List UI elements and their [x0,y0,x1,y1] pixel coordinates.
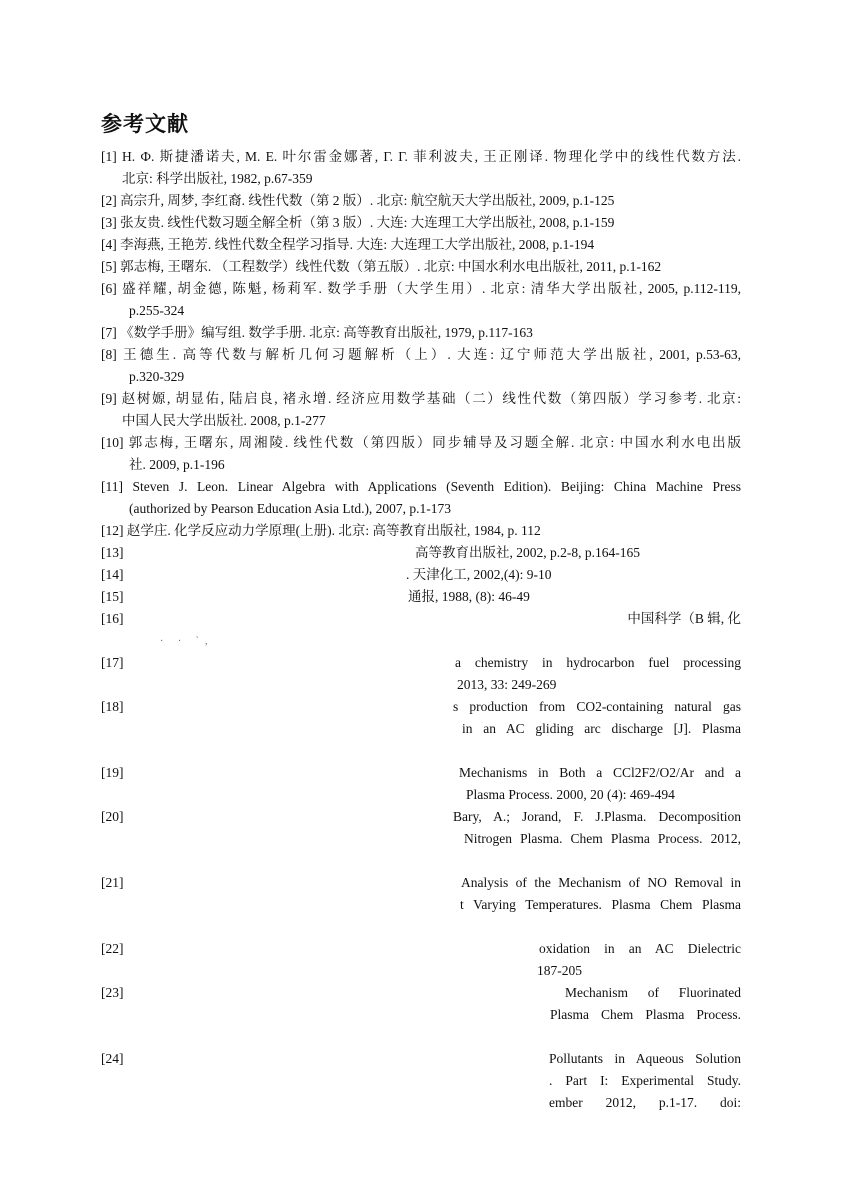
reference-fragment: Bary, A.; Jorand, F. J.Plasma. Decomposition [453,809,741,824]
reference-item: [9] 赵树嫄, 胡显佑, 陆启良, 褚永增. 经济应用数学基础（二）线性代数（第四版）学习参考. 北京: 中国人民大学出版社. 2008, p.1-277 [101,391,741,428]
reference-item: [11] Steven J. Leon. Linear Algebra with Applications (Seventh Edition). Beijing: China Machine Press (authorized by Pearson Education Asia Ltd.), 2007, p.1-173 [101,479,741,516]
reference-number: [21] [101,875,124,890]
reference-number: [24] [101,1051,124,1066]
reference-fragment: s production from CO2-containing natural gas [453,699,741,714]
reference-fragment: Plasma Chem Plasma Process. [550,1007,741,1022]
reference-fragment: 187-205 [537,963,582,978]
reference-number: [17] [101,655,124,670]
reference-fragment: 2013, 33: 249-269 [457,677,557,692]
reference-item: [3] 张友贵. 线性代数习题全解全析（第 3 版）. 大连: 大连理工大学出版社, 2008, p.1-159 [101,215,615,230]
reference-item: [10] 郭志梅, 王曙东, 周湘陵. 线性代数（第四版）同步辅导及习题全解. 北京: 中国水利水电出版 社. 2009, p.1-196 [101,435,741,472]
reference-fragment: Mechanisms in Both a CCl2F2/O2/Ar and a [459,765,741,780]
reference-fragment: Mechanism of Fluorinated [565,985,741,1000]
reference-fragment: Pollutants in Aqueous Solution [549,1051,741,1066]
reference-fragment: . 天津化工, 2002,(4): 9-10 [406,567,552,582]
reference-fragment: Plasma Process. 2000, 20 (4): 469-494 [466,787,675,802]
reference-item: [4] 李海燕, 王艳芳. 线性代数全程学习指导. 大连: 大连理工大学出版社, 2008, p.1-194 [101,237,595,252]
reference-fragment: ember 2012, p.1-17. doi: [549,1095,741,1110]
reference-number: [15] [101,589,124,604]
reference-item: [8] 王德生. 高等代数与解析几何习题解析（上）. 大连: 辽宁师范大学出版社, 2001, p.53-63, p.320-329 [101,347,741,384]
reference-number: [18] [101,699,124,714]
reference-fragment: Nitrogen Plasma. Chem Plasma Process. 2012, [464,831,741,846]
reference-number: [13] [101,545,124,560]
reference-item: [12] 赵学庄. 化学反应动力学原理(上册). 北京: 高等教育出版社, 1984, p. 112 [101,523,541,538]
reference-item: [7] 《数学手册》编写组. 数学手册. 北京: 高等教育出版社, 1979, p.117-163 [101,325,533,340]
reference-fragment: Analysis of the Mechanism of NO Removal in [461,875,741,890]
reference-number: [16] [101,611,124,626]
page-title: 参考文献 [101,112,189,136]
reference-item: [5] 郭志梅, 王曙东. （工程数学）线性代数（第五版）. 北京: 中国水利水电出版社, 2011, p.1-162 [101,259,662,274]
reference-fragment: oxidation in an AC Dielectric [539,941,741,956]
reference-number: [20] [101,809,124,824]
reference-fragment: 高等教育出版社, 2002, p.2-8, p.164-165 [415,545,640,560]
reference-fragment: 中国科学（B 辑, 化 [627,611,741,626]
reference-fragment: in an AC gliding arc discharge [J]. Plasma [462,721,741,736]
reference-number: [22] [101,941,124,956]
reference-number: [14] [101,567,124,582]
reference-fragment: . Part I: Experimental Study. [549,1073,741,1088]
reference-fragment: 通报, 1988, (8): 46-49 [408,589,530,604]
reference-item: [1] Н. Ф. 斯捷潘诺夫, М. Е. 叶尔雷金娜著, Г. Г. 菲利波夫, 王正刚译. 物理化学中的线性代数方法. 北京: 科学出版社, 1982, p.67-359 [101,149,741,186]
reference-number: [23] [101,985,124,1000]
reference-fragment: a chemistry in hydrocarbon fuel processing [455,655,741,670]
reference-fragment: t Varying Temperatures. Plasma Chem Plasma [460,897,741,912]
reference-number: [19] [101,765,124,780]
ink-marks: · · `, [160,636,214,647]
reference-item: [6] 盛祥耀, 胡金德, 陈魁, 杨莉军. 数学手册（大学生用）. 北京: 清华大学出版社, 2005, p.112-119, p.255-324 [101,281,741,318]
reference-item: [2] 高宗升, 周梦, 李红裔. 线性代数（第 2 版）. 北京: 航空航天大学出版社, 2009, p.1-125 [101,193,615,208]
